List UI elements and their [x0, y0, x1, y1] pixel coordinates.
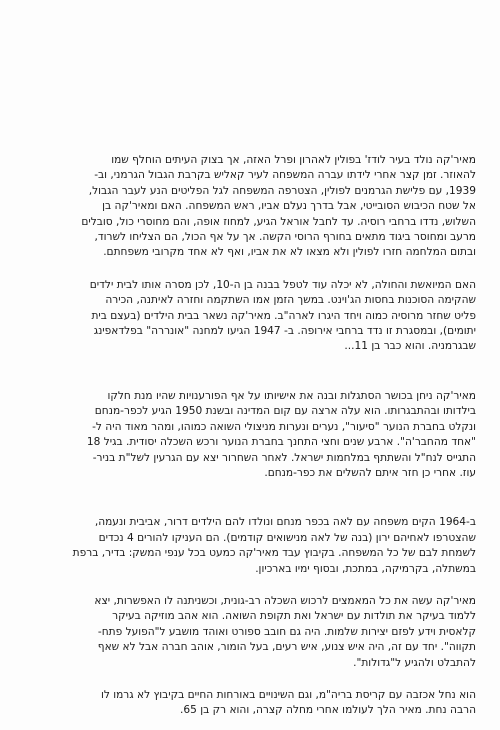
- paragraph-family: ב-1964 הקים משפחה עם לאה בכפר מנחם ונולדו להם הילדים דרור, אביבית ונעמה, שהצטרפו לאחיהם ירון (בנה של לאה מנישואים קודמים). הם העניקו להורים 4 נכדים לשמחת לבם של כל המשפחה. בקיבוץ עבד מאיר'קה כמעט בכל ענפי המשק: בדיר, ברפת במשתלה, בקרמיקה, במתכת, ובסוף ימיו בארכיון.: [72, 516, 476, 575]
- paragraph-orphanage: האם המיואשת והחולה, לא יכלה עוד לטפל בבנה בן ה-10, לכן מסרה אותו לבית ילדים שהקימה הסוכנות בחסות הג'וינט. במשך הזמן אמו השתקמה וחזרה לאיתנה, הכירה פליט שחזר מרוסיה כמוה ויחד היגרו לארה"ב. מאיר'קה נשאר בבית הילדים (בעצם בית יתומים), ובמסגרת זו נדד ברחבי אירופה. ב- 1947 הגיעו למחנה "אונררה" בפלדאפינג שבגרמניה. והוא כבר בן 11...: [89, 278, 476, 353]
- paragraph-final: הוא נחל אכזבה עם קריסת בריה"מ, וגם השינויים באורחות החיים בקיבוץ לא גרמו לו הרבה נחת. מאיר הלך לעולמו אחרי מחלה קצרה, והוא רק בן 65.: [100, 688, 476, 717]
- paragraph-education: מאיר'קה עשה את כל המאמצים לרכוש השכלה רב-גונית, וכשניתנה לו האפשרות, יצא ללמוד בעיקר את תולדות עם ישראל ואת תקופת השואה. הוא אהב מוזיקה בעיקר קלאסית וידע לפזם יצירות שלמות. היה גם חובב ספורט ואוהד מושבע ל"הפועל פתח- תקווה". יחד עם זה, היה איש צנוע, איש רעים, בעל הומור, אוהב חברה אבל לא שאף להתבלט ולהגיע ל"גדולות".: [94, 594, 476, 669]
- paragraph-aliyah: מאיר'קה ניחן בכושר הסתגלות ובנה את אישיותו על אף הפורענויות שהיו מנת חלקו בילדותו ובהתבגרותו. הוא עלה ארצה עם קום המדינה ובשנת 1950 הגיע לכפר-מנחם ונקלט בחברת הנוער "סיעור", נערים ונערות מניצולי השואה כמוהו, ומהר מאוד היה ל- "אחד מהחבר'ה". ארבע שנים וחצי התחנך בחברת הנוער ורכש השכלה יסודית. בגיל 18 התגייס לנח"ל והשתתף במלחמות ישראל. לאחר השחרור יצא עם הגרעין לשל"ת בניר- עוז. אחרי כן חזר איתם להשלים את כפר-מנחם.: [86, 389, 476, 479]
- document-body: [24, 153, 476, 719]
- paragraph-childhood: מאיר'קה נולד בעיר לודז' בפולין לאהרון ופרל האזה, אך בצוק העיתים הוחלף שמו להאוזר. זמן קצר אחרי לידתו עברה המשפחה לעיר קאליש בקרבת הגבול הגרמני, וב- 1939, עם פלישת הגרמנים לפולין, הצטרפה המשפחה לגל הפליטים הנע לעבר הגבול, אל שטח הכיבוש הסובייטי, אבל בדרך נעלם אביו, ראש המשפחה. האם ומאיר'קה בן השלוש, נדדו ברחבי רוסיה. עד לחבל אוראל הגיע, למחוז אופה, והם מחוסרי כול, סובלים מרעב ומחוסר ביגוד מתאים בחורף הרוסי הקשה. אך על אף הכול, הם הצליחו לשרוד, ובתום המלחמה חזרו לפולין ולא מצאו לא את אביו, ואף לא אחד מקרובי משפחתם.: [81, 154, 476, 259]
